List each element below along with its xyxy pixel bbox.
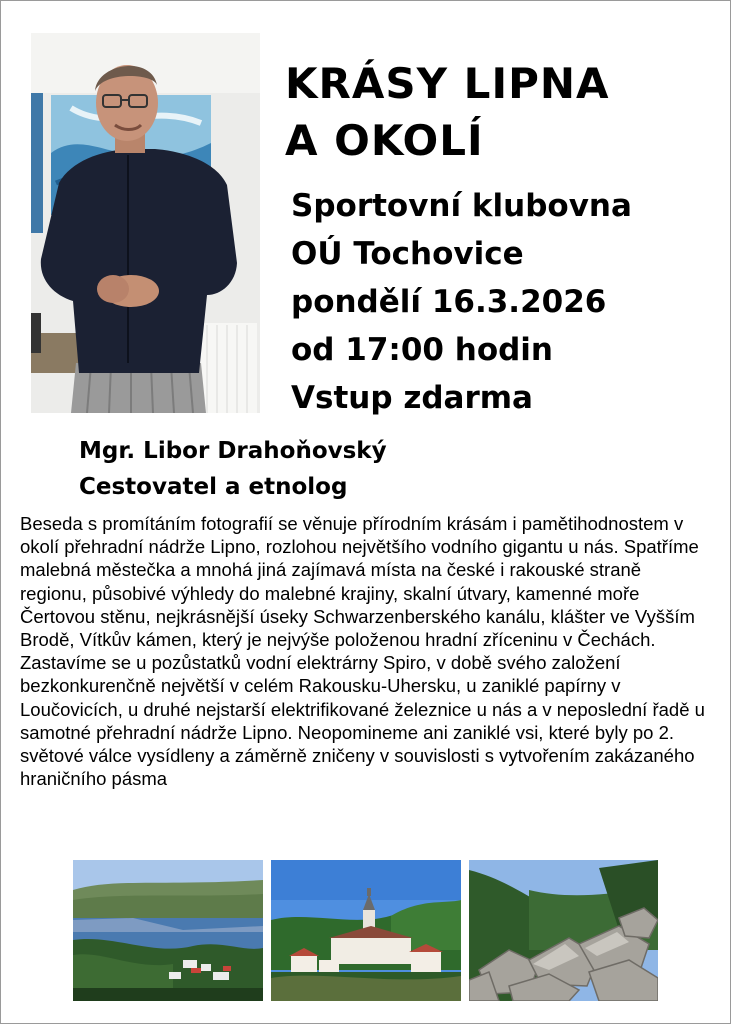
speaker-portrait <box>31 33 260 413</box>
title-line-2: A OKOLÍ <box>285 116 484 165</box>
event-time: od 17:00 hodin <box>291 332 554 368</box>
photo-monastery-town <box>271 860 461 1001</box>
venue-line-1: Sportovní klubovna <box>291 188 632 224</box>
photo-stone-sea <box>469 860 658 1001</box>
speaker-block <box>79 433 387 505</box>
speaker-name: Mgr. Libor Drahoňovský <box>79 438 387 464</box>
venue-line-2: OÚ Tochovice <box>291 236 524 272</box>
poster-title <box>285 55 610 169</box>
photo-lipno-lake <box>73 860 263 1001</box>
event-admission: Vstup zdarma <box>291 380 533 416</box>
title-line-1: KRÁSY LIPNA <box>285 59 610 108</box>
speaker-role: Cestovatel a etnolog <box>79 474 348 500</box>
event-info <box>291 182 632 422</box>
event-description: Beseda s promítáním fotografií se věnuje přírodním krásám i pamětihodnostem v okolí přehradní nádrže Lipno, rozlohou největšího vodního gigantu u nás. Spatříme malebná městečka a mnohá jiná zajímavá místa na české i rakouské straně regionu, působivé výhledy do malebné krajiny, skalní útvary, kamenné moře Čertovou stěnu, nejkrásnější úseky Schwarzenberského kanálu, klášter ve Vyšším Brodě, Vítkův kámen, který je nejvýše položenou hradní zříceninu v Čechách. Zastavíme se u pozůstatků vodní elektrárny Spiro, v době svého založení bezkonkurenčně největší v celém Rakousku-Uhersku, u zaniklé papírny v Loučovicích, u druhé nejstarší elektrifikované železnice u nás a v neposlední řadě u samotné přehradní nádrže Lipno. Neopomineme ani zaniklé vsi, které byly po 2. světové válce vysídleny a záměrně zničeny v souvislosti s vytvořením zakázaného hraničního pásma <box>20 513 705 790</box>
event-date: pondělí 16.3.2026 <box>291 284 607 320</box>
